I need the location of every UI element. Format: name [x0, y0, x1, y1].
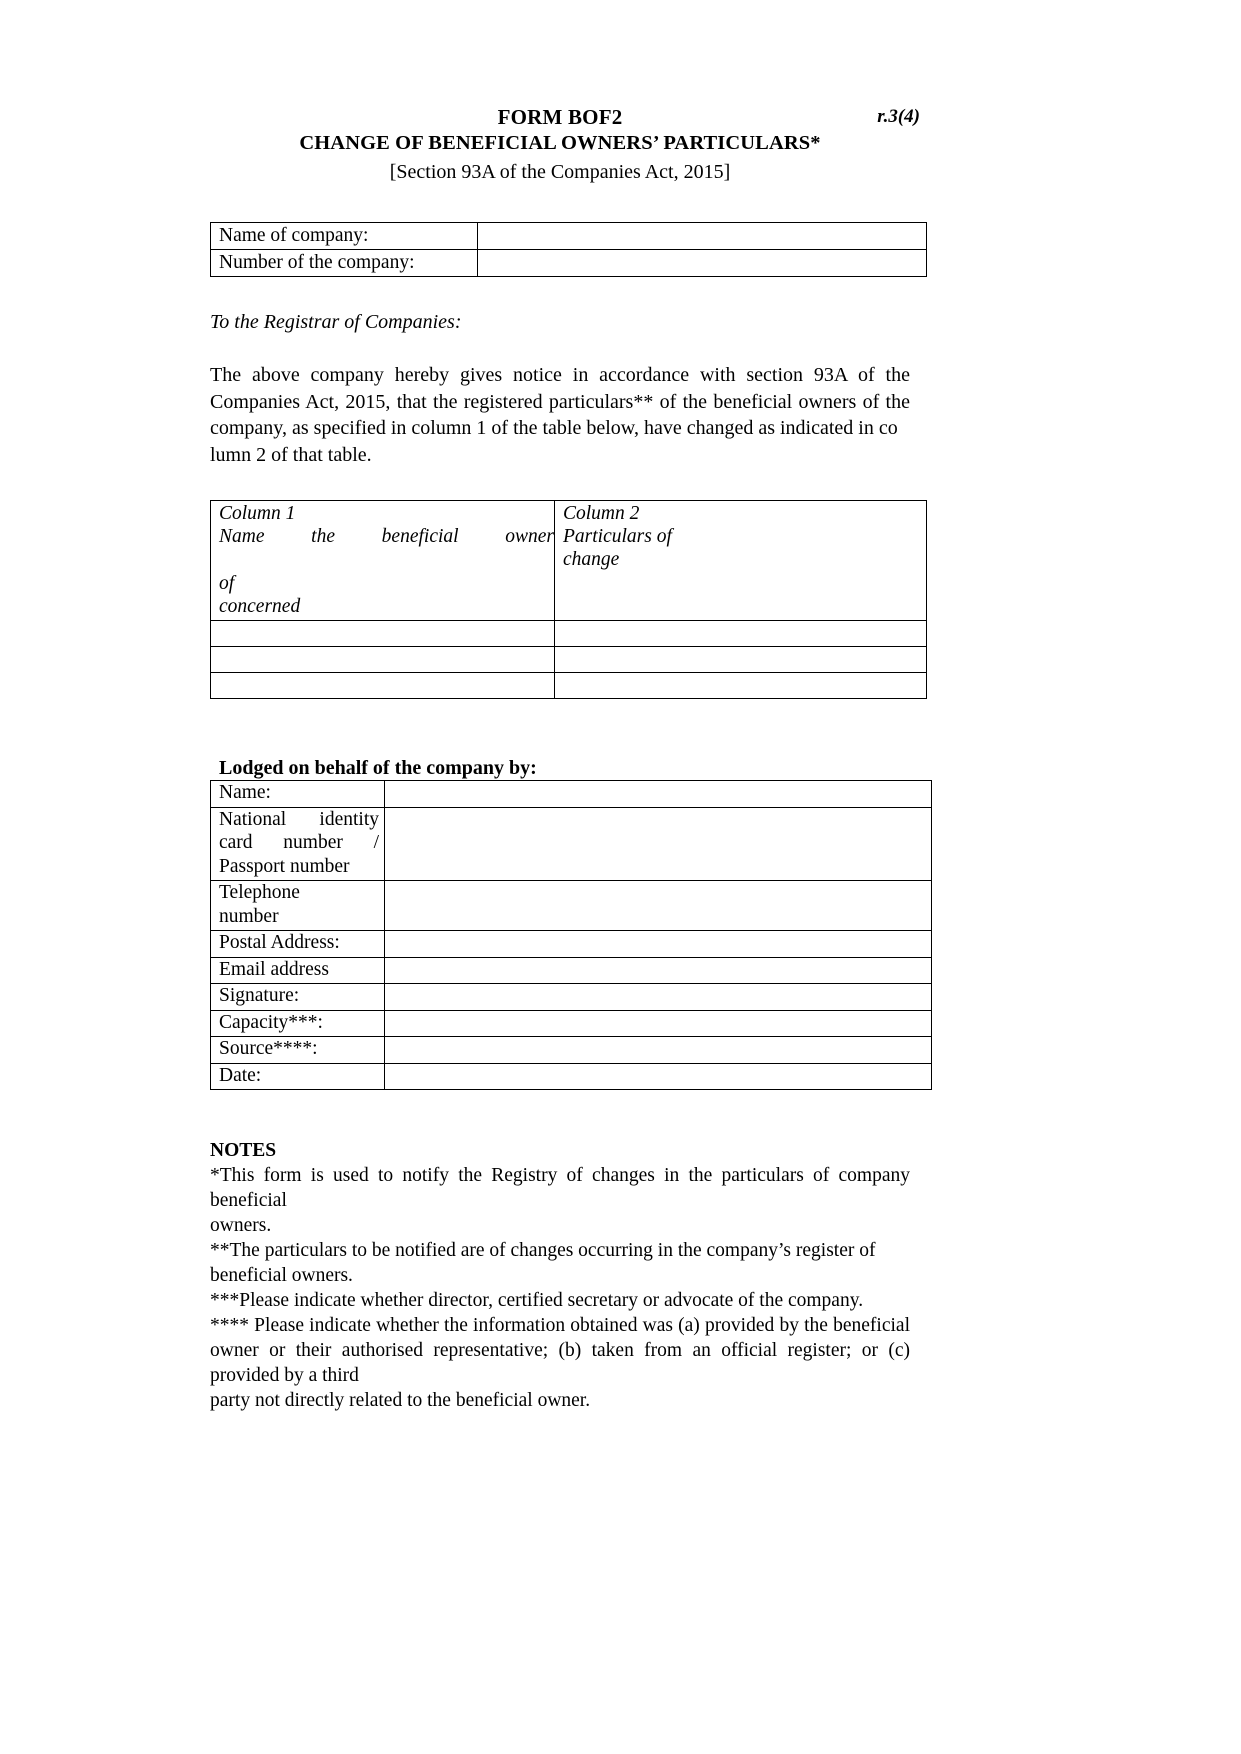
column1-heading: Column 1	[219, 503, 296, 524]
form-code: FORM BOF2	[497, 105, 623, 129]
note2-line1: **The particulars to be notified are of changes occurring in the company’s register of	[210, 1240, 876, 1261]
lodger-postal-address-label	[211, 931, 385, 958]
column1-description-line3: concerned	[219, 596, 301, 617]
lodged-details-table	[210, 780, 932, 1090]
lodger-id-label-line1: National identity	[219, 808, 379, 830]
particulars-name-field-3[interactable]	[211, 673, 555, 699]
lodger-capacity-label-text: Capacity***:	[219, 1011, 323, 1033]
table-row	[211, 501, 927, 621]
table-row	[211, 781, 932, 808]
table-row	[211, 881, 932, 931]
company-name-field[interactable]	[478, 223, 927, 250]
particulars-name-field-2[interactable]	[211, 647, 555, 673]
column1-description-line2: of	[219, 573, 235, 594]
particulars-name-field-1[interactable]	[211, 621, 555, 647]
table-row	[211, 807, 932, 881]
lodger-date-label	[211, 1063, 385, 1090]
company-number-field[interactable]	[478, 250, 927, 277]
lodger-date-label-text: Date:	[219, 1064, 262, 1086]
table-row	[211, 1037, 932, 1064]
lodger-email-field[interactable]	[385, 957, 932, 984]
table-row	[211, 647, 927, 673]
lodger-name-label	[211, 781, 385, 808]
column2-description-line2: change	[563, 549, 620, 570]
lodger-name-label-text: Name:	[219, 782, 271, 803]
lodger-telephone-field[interactable]	[385, 881, 932, 931]
note4-line1: **** Please indicate whether the information obtained was (a) provided by the beneficial owner	[210, 1315, 910, 1361]
particulars-change-field-3[interactable]	[555, 673, 927, 699]
notice-paragraph	[210, 362, 910, 468]
lodger-email-label-text: Email address	[219, 958, 329, 980]
lodger-postal-address-label-text: Postal Address:	[219, 932, 340, 953]
column2-description-line1: Particulars of	[563, 526, 672, 547]
lodger-email-label	[211, 957, 385, 984]
note-item	[210, 1163, 910, 1238]
column2-header-cell	[555, 501, 927, 621]
page-title: CHANGE OF BENEFICIAL OWNERS’ PARTICULARS*	[299, 132, 821, 154]
table-row	[211, 957, 932, 984]
column1-description-line1: Name the beneficial owner	[219, 526, 554, 547]
note-item	[210, 1313, 910, 1413]
notice-line-2: Companies Act, 2015, that the registered particulars** of the beneficial owners of the	[210, 390, 910, 413]
lodger-telephone-label-line2: number	[219, 905, 279, 927]
lodger-id-label-line3: Passport number	[219, 855, 350, 877]
lodger-date-field[interactable]	[385, 1063, 932, 1090]
table-row	[211, 984, 932, 1011]
company-number-label: Number of the company:	[211, 250, 478, 277]
table-row	[211, 673, 927, 699]
notice-line-1: The above company hereby gives notice in accordance with section 93A of the	[210, 364, 910, 386]
lodger-source-field[interactable]	[385, 1037, 932, 1064]
note2-line2: beneficial owners.	[210, 1265, 353, 1286]
particulars-change-field-2[interactable]	[555, 647, 927, 673]
notice-line-3: company, as specified in column 1 of the table below, have changed as indicated in co	[210, 417, 898, 439]
table-row	[211, 1010, 932, 1037]
document-content	[210, 0, 920, 1413]
note1-line2: owners.	[210, 1215, 272, 1236]
note3-line1: ***Please indicate whether director, certified secretary or advocate of the company.	[210, 1290, 864, 1311]
column1-spacer	[219, 548, 554, 572]
form-code-row	[210, 104, 920, 130]
lodger-signature-field[interactable]	[385, 984, 932, 1011]
lodged-heading: Lodged on behalf of the company by:	[219, 757, 537, 779]
particulars-change-field-1[interactable]	[555, 621, 927, 647]
table-row	[211, 621, 927, 647]
lodger-postal-address-field[interactable]	[385, 931, 932, 958]
note1-line1: *This form is used to notify the Registry of changes in the particulars of company beneficial	[210, 1165, 910, 1211]
company-details-table	[210, 222, 927, 277]
table-row	[211, 250, 927, 277]
note4-line3: party not directly related to the beneficial owner.	[210, 1390, 591, 1411]
lodger-capacity-field[interactable]	[385, 1010, 932, 1037]
lodger-id-label	[211, 807, 385, 881]
table-row	[211, 1063, 932, 1090]
lodger-id-label-line2: card number /	[219, 832, 379, 853]
page-subtitle: [Section 93A of the Companies Act, 2015]	[389, 161, 731, 183]
lodger-telephone-label-line1: Telephone	[219, 882, 300, 903]
lodger-telephone-label	[211, 881, 385, 931]
note-item	[210, 1288, 910, 1313]
notes-title: NOTES	[210, 1140, 277, 1161]
lodger-signature-label	[211, 984, 385, 1011]
lodger-signature-label-text: Signature:	[219, 985, 300, 1006]
lodger-id-field[interactable]	[385, 807, 932, 881]
note4-line2: or their authorised representative; (b) taken from an official register; or (c) provided by a third	[210, 1340, 910, 1386]
document-header	[210, 0, 920, 187]
lodger-capacity-label	[211, 1010, 385, 1037]
addressee-line: To the Registrar of Companies:	[210, 311, 462, 333]
lodger-source-label	[211, 1037, 385, 1064]
notice-line-4: lumn 2 of that table.	[210, 443, 372, 466]
lodger-source-label-text: Source****:	[219, 1038, 318, 1059]
table-row	[211, 931, 932, 958]
notes-section	[210, 1138, 910, 1413]
table-row	[211, 223, 927, 250]
rule-reference: r.3(4)	[877, 106, 920, 127]
column2-heading: Column 2	[563, 503, 640, 524]
note-item	[210, 1238, 910, 1288]
column1-header-cell	[211, 501, 555, 621]
lodger-name-field[interactable]	[385, 781, 932, 808]
particulars-table	[210, 500, 927, 699]
company-name-label: Name of company:	[211, 223, 478, 250]
